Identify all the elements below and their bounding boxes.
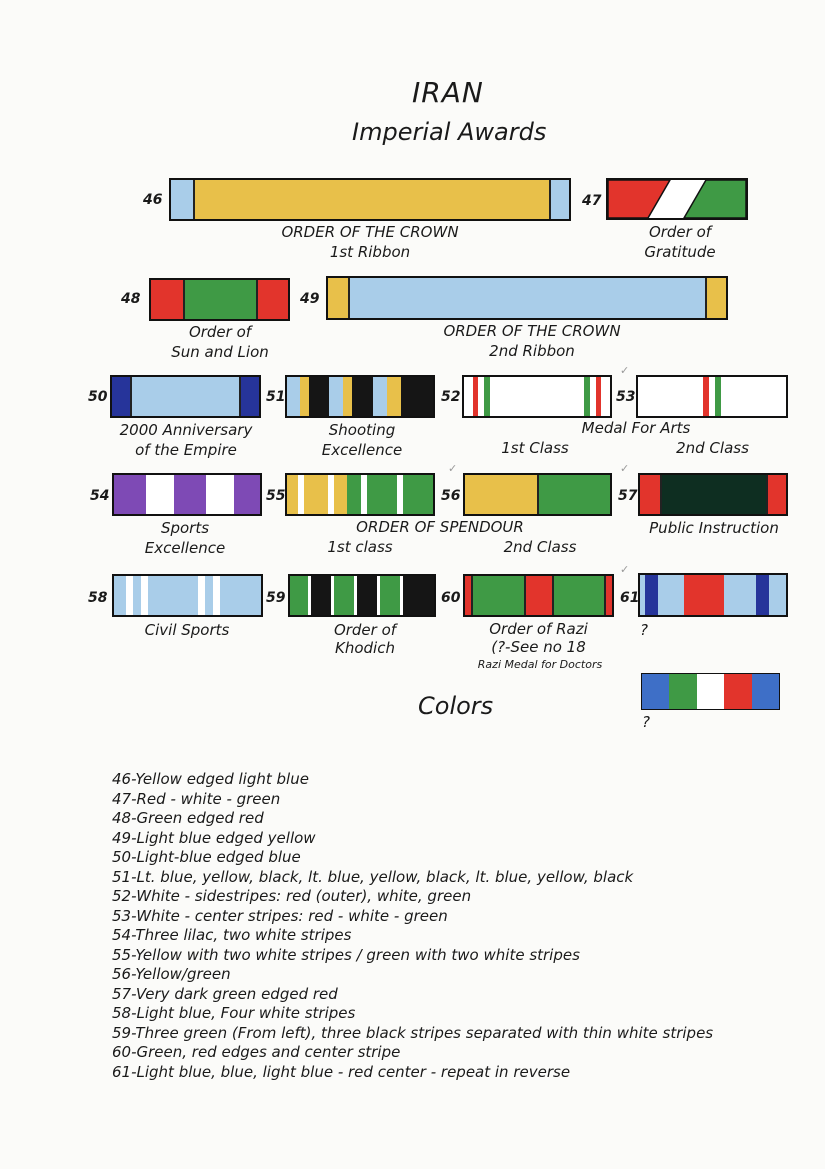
ribbon-56-caption: 2nd Class [503, 538, 577, 556]
order-of-splendour-caption: ORDER OF SPENDOUR [356, 518, 524, 536]
ribbon-55-caption: 1st class [327, 538, 393, 556]
ribbon-49-caption-line1: ORDER OF THE CROWN [443, 322, 621, 340]
ribbon-61 [638, 573, 788, 617]
ribbon-49 [326, 276, 728, 320]
check-mark-icon: ✓ [620, 364, 630, 377]
color-line: 58-Light blue, Four white stripes [112, 1004, 356, 1022]
ribbon-48-caption-line2: Sun and Lion [171, 343, 269, 361]
ribbon-46-caption-line2: 1st Ribbon [329, 243, 411, 261]
color-line: 57-Very dark green edged red [112, 984, 338, 1003]
check-mark-icon: ✓ [448, 462, 458, 475]
color-line: 50-Light-blue edged blue [112, 848, 301, 866]
ribbon-59-number: 59 [266, 590, 286, 606]
ribbon-60-caption-line3: Razi Medal for Doctors [477, 658, 603, 671]
colors-heading: Colors [418, 692, 494, 720]
medal-for-arts-caption: Medal For Arts [581, 419, 691, 437]
ribbon-60-caption-line1: Order of Razi [489, 620, 588, 638]
ribbon-48-caption-line1: Order of [188, 323, 252, 341]
ribbon-60-caption-line2: (?-See no 18 [491, 638, 586, 656]
color-line: 46-Yellow edged light blue [112, 770, 309, 788]
color-line: 48-Green edged red [112, 809, 264, 827]
ribbon-50-caption-line1: 2000 Anniversary [119, 421, 253, 439]
ribbon-52-caption: 1st Class [501, 439, 569, 457]
ribbon-51-number: 51 [266, 389, 286, 405]
ribbon-49-caption-line2: 2nd Ribbon [489, 342, 575, 360]
ribbon-47-number: 47 [582, 193, 602, 209]
color-line: 61-Light blue, blue, light blue - red center - repeat in reverse [112, 1062, 571, 1081]
ribbon-53-caption: 2nd Class [676, 439, 749, 457]
ribbon-51-caption-line1: Shooting [328, 421, 396, 439]
ribbon-48 [149, 278, 290, 321]
ribbon-49-number: 49 [300, 291, 320, 307]
ribbon-57 [638, 473, 788, 516]
ribbon-61-caption: ? [640, 621, 648, 639]
ribbon-54-caption-line1: Sports [160, 519, 210, 537]
ribbon-47 [606, 178, 748, 220]
ribbon-58 [112, 574, 263, 617]
color-line: 55-Yellow with two white stripes / green with two white stripes [112, 945, 580, 964]
ribbon-53-number: 53 [616, 389, 636, 405]
check-mark-icon: ✓ [620, 462, 630, 475]
ribbon-unnumbered-caption: ? [642, 713, 650, 731]
ribbon-51 [285, 375, 435, 418]
color-line: 52-White - sidestripes: red (outer), white, green [112, 887, 472, 905]
color-line: 54-Three lilac, two white stripes [112, 926, 352, 944]
color-line: 60-Green, red edges and center stripe [112, 1043, 401, 1061]
colors-list [112, 770, 713, 1082]
color-line: 56-Yellow/green [112, 965, 231, 983]
ribbon-56 [463, 473, 612, 516]
ribbon-60 [463, 574, 614, 617]
ribbon-55 [285, 473, 435, 516]
ribbon-59-caption-line2: Khodich [335, 639, 395, 657]
ribbon-47-caption-line1: Order of [648, 223, 712, 241]
ribbon-50 [110, 375, 261, 418]
ribbon-56-number: 56 [441, 488, 461, 504]
ribbon-unnumbered [641, 673, 780, 710]
ribbon-50-caption-line2: of the Empire [135, 441, 237, 459]
ribbon-52 [462, 375, 612, 418]
ribbon-57-number: 57 [618, 488, 638, 504]
color-line: 51-Lt. blue, yellow, black, lt. blue, yellow, black, lt. blue, yellow, black [112, 867, 634, 886]
ribbon-59 [288, 574, 436, 617]
ribbon-57-caption: Public Instruction [649, 519, 779, 537]
ribbon-59-caption-line1: Order of [333, 621, 397, 639]
page-title: IRAN [412, 76, 484, 109]
ribbon-50-number: 50 [88, 389, 108, 405]
color-line: 47-Red - white - green [112, 789, 281, 808]
ribbon-51-caption-line2: Excellence [321, 441, 403, 459]
ribbon-58-number: 58 [88, 590, 108, 606]
ribbon-47-caption-line2: Gratitude [644, 243, 716, 261]
ribbon-55-number: 55 [266, 488, 286, 504]
check-mark-icon: ✓ [620, 563, 630, 576]
ribbon-48-number: 48 [121, 291, 141, 307]
ribbon-58-caption: Civil Sports [144, 621, 230, 639]
page-subtitle: Imperial Awards [352, 118, 547, 146]
ribbon-46-caption-line1: ORDER OF THE CROWN [281, 223, 459, 241]
ribbon-46-number: 46 [143, 192, 163, 208]
ribbon-54-caption-line2: Excellence [144, 539, 226, 557]
color-line: 53-White - center stripes: red - white - green [112, 906, 448, 925]
ribbon-54-number: 54 [90, 488, 110, 504]
ribbon-60-number: 60 [441, 590, 461, 606]
ribbon-54 [112, 473, 262, 516]
color-line: 59-Three green (From left), three black stripes separated with thin white stripes [112, 1023, 714, 1042]
ribbon-61-number: 61 [620, 590, 640, 606]
ribbon-46 [169, 178, 571, 221]
ribbon-53 [636, 375, 788, 418]
color-line: 49-Light blue edged yellow [112, 828, 316, 847]
ribbon-52-number: 52 [441, 389, 461, 405]
